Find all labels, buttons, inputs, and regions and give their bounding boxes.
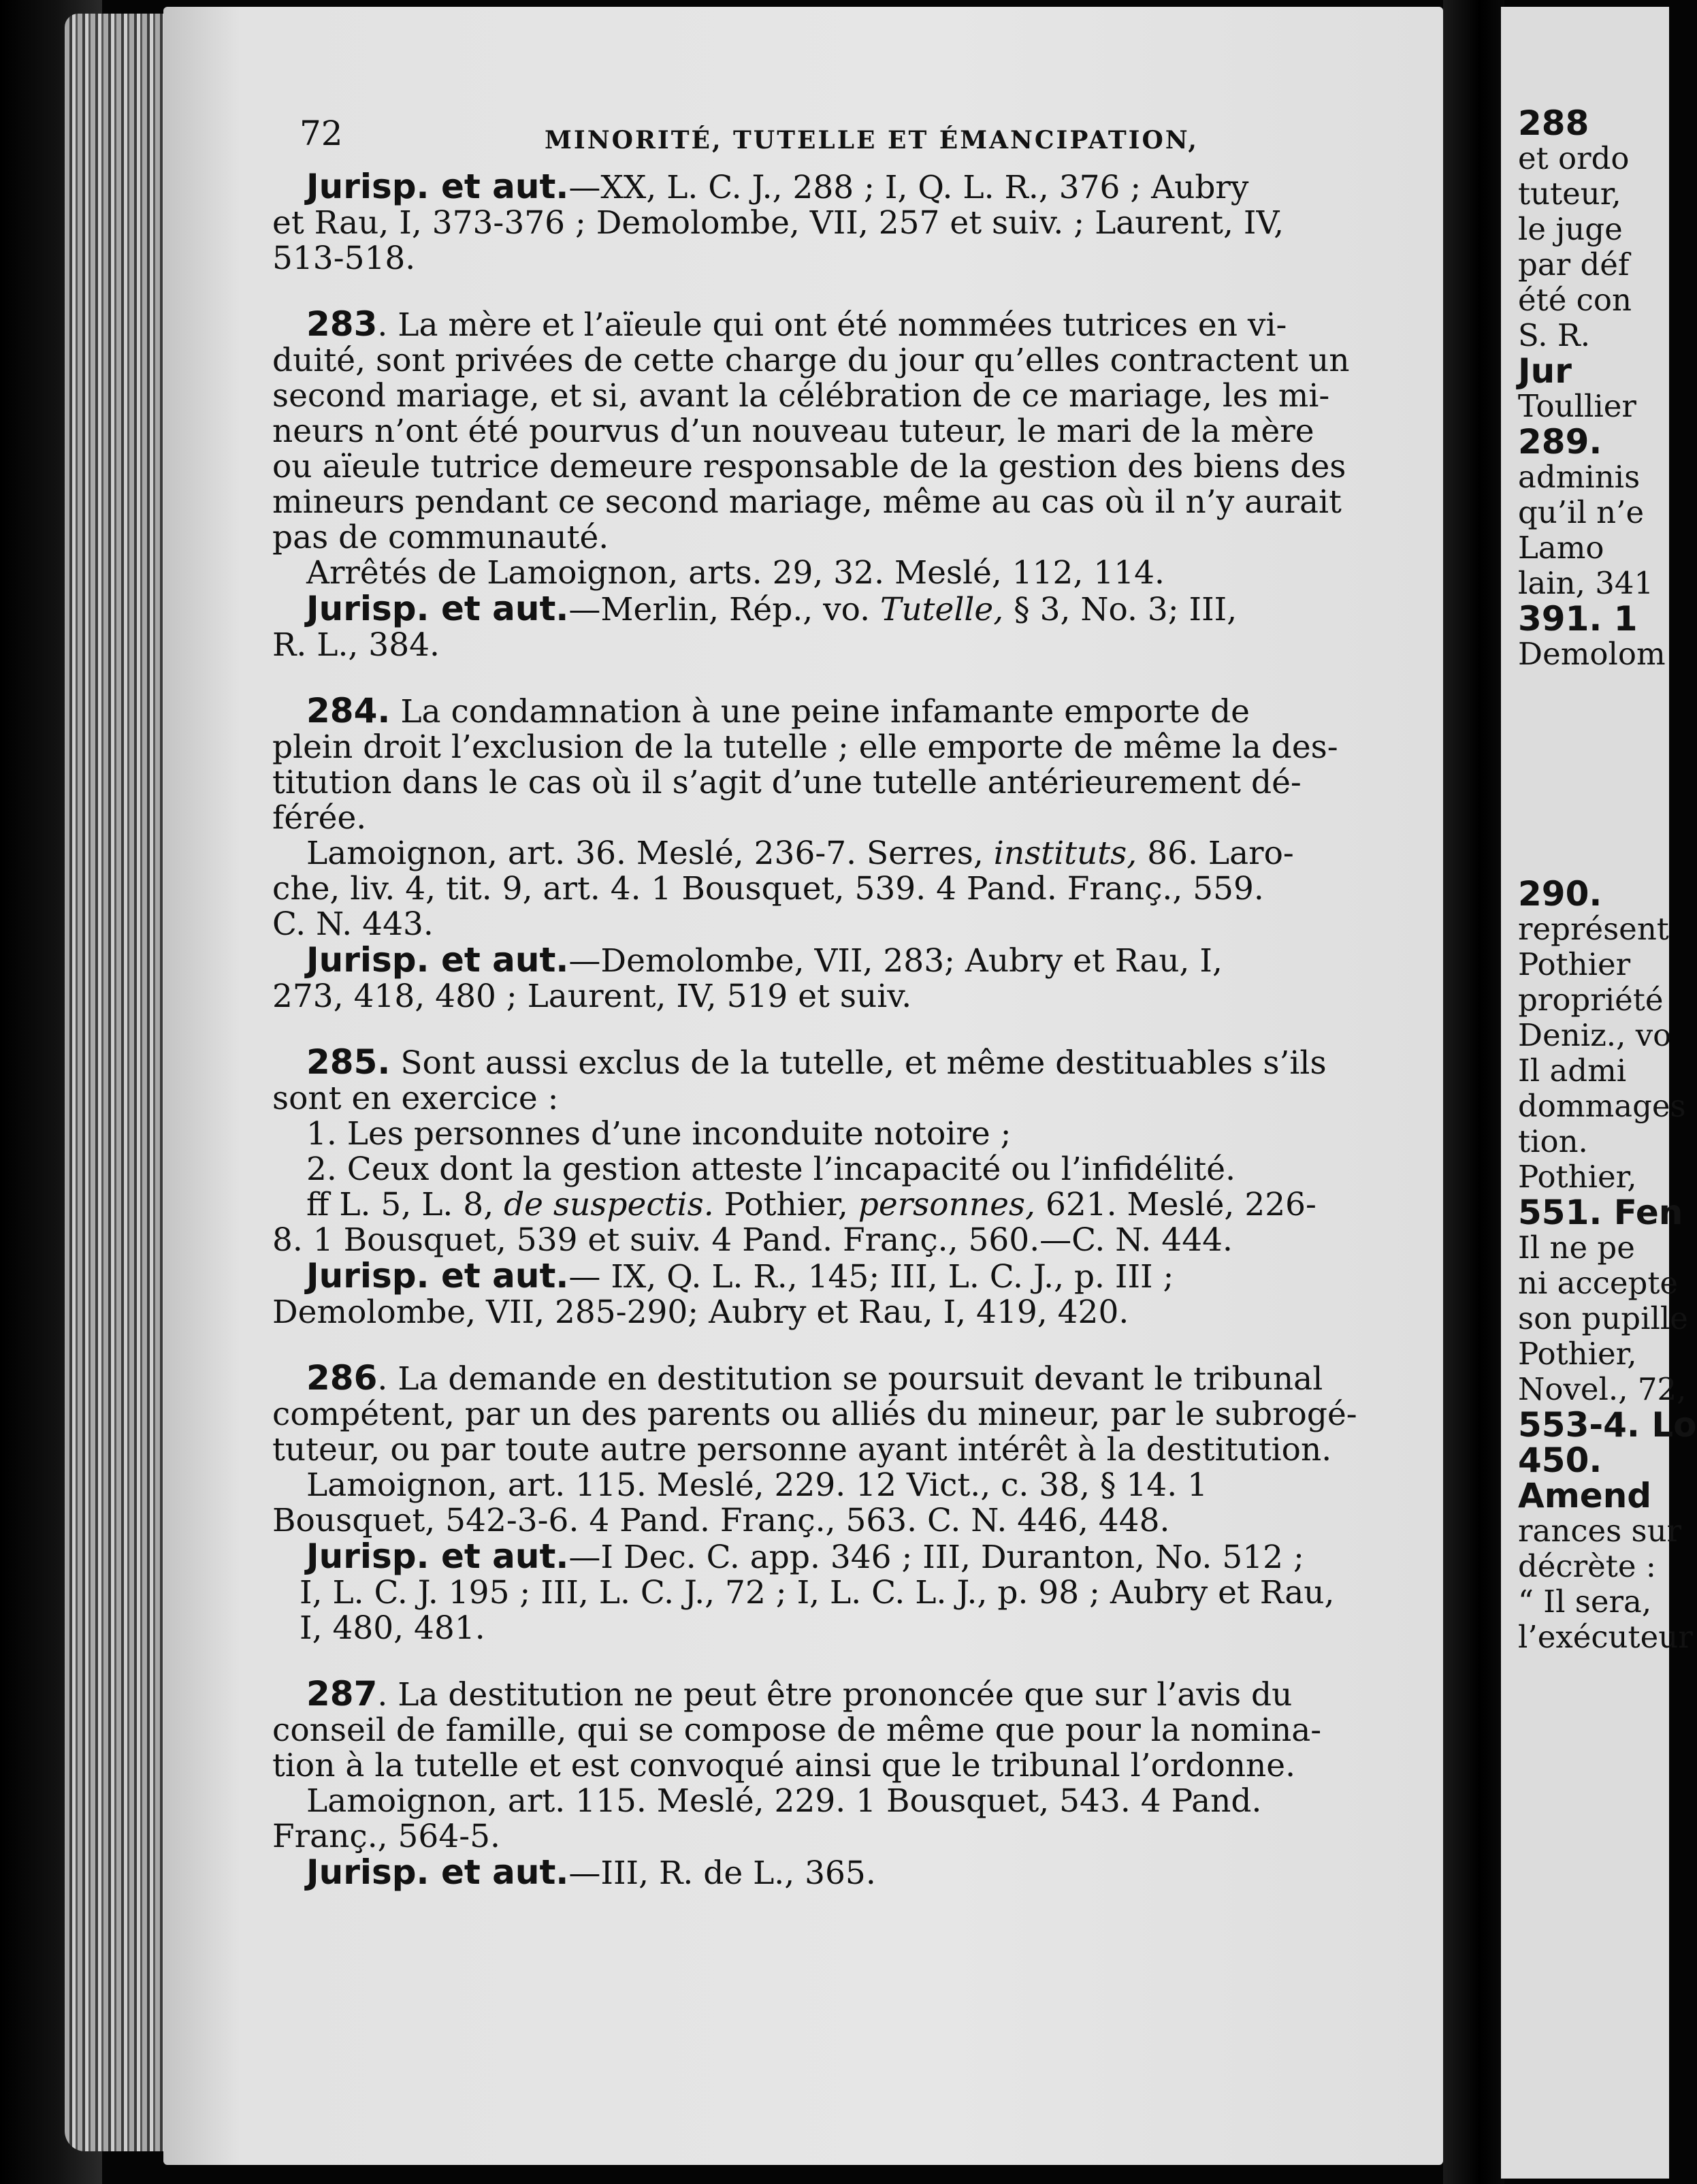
jurisp-label: Jurisp. et aut. [306,167,569,206]
source-line: Arrêtés de Lamoignon, arts. 29, 32. Meslé, 112, 114. [306,554,1165,592]
facing-page [1501,7,1697,2179]
facing-page-line: Demolom [1518,636,1666,672]
text-line: et Rau, I, 373-376 ; Demolombe, VII, 257 et suiv. ; Laurent, IV, [272,204,1284,242]
facing-page-line: 290. [1518,874,1602,914]
facing-page-line: Pothier, [1518,1159,1637,1195]
article-283 [272,306,1375,663]
facing-page-line: Amend [1518,1476,1652,1515]
facing-page-line: rances sur [1518,1513,1682,1549]
page-edges [65,14,174,2151]
facing-page-line: Il ne pe [1518,1230,1635,1266]
text-line: 284. La condamnation à une peine infamante emporte de [306,691,1250,730]
running-title: MINORITÉ, TUTELLE ET ÉMANCIPATION, [545,126,1199,155]
page-content [272,116,1375,1921]
facing-page-line: 551. Fen [1518,1193,1683,1232]
source-line: Bousquet, 542-3-6. 4 Pand. Franç., 563. C. N. 446, 448. [272,1502,1170,1539]
facing-page-line: Toullier [1518,388,1636,424]
article-number: 285. [306,1042,391,1082]
source-line: Lamoignon, art. 36. Meslé, 236-7. Serres, instituts, 86. Laro- [306,835,1294,872]
jurisp-label: Jurisp. et aut. [306,940,569,980]
article-number: 284. [306,691,391,730]
text-line: I, 480, 481. [300,1609,485,1647]
facing-page-line: qu’il n’e [1518,494,1645,530]
text-line: 285. Sont aussi exclus de la tutelle, et même destituables s’ils [306,1042,1327,1082]
facing-page-line: Pothier, [1518,1336,1637,1372]
article-number: 283 [306,304,378,344]
text-line: 287. La destitution ne peut être prononcée que sur l’avis du [306,1674,1293,1714]
list-item: 2. Ceux dont la gestion atteste l’incapacité ou l’infidélité. [306,1151,1236,1188]
article-285 [272,1044,1375,1330]
text-line: compétent, par un des parents ou alliés du mineur, par le subrogé- [272,1396,1357,1433]
article-284 [272,693,1375,1014]
facing-page-line: son pupille [1518,1300,1688,1336]
facing-page-line: “ Il sera, [1518,1584,1652,1620]
book-gutter [1443,0,1504,2184]
text-line: mineurs pendant ce second mariage, même au cas où il n’y aurait [272,483,1342,521]
facing-page-line: propriété [1518,982,1664,1018]
facing-page-line: 289. [1518,422,1602,462]
facing-page-line: 391. 1 [1518,599,1638,639]
text-line: duité, sont privées de cette charge du jour qu’elles contractent un [272,342,1350,379]
jurisp-label: Jurisp. et aut. [306,1537,569,1576]
source-line: C. N. 443. [272,905,434,943]
facing-page-line: l’exécuteur [1518,1619,1693,1655]
text-line: titution dans le cas où il s’agit d’une tutelle antérieurement dé- [272,764,1302,801]
jurisp-label: Jurisp. et aut. [306,1852,569,1892]
text-line: Jurisp. et aut.—XX, L. C. J., 288 ; I, Q. L. R., 376 ; Aubry [306,167,1249,206]
facing-page-line: lain, 341 [1518,565,1654,601]
intro-jurisprudence [272,169,1375,276]
facing-page-line: adminis [1518,459,1641,495]
facing-page-line: été con [1518,282,1632,318]
facing-page-line: Deniz., vo [1518,1017,1672,1053]
text-line: Demolombe, VII, 285-290; Aubry et Rau, I, 419, 420. [272,1294,1129,1331]
text-line: Jurisp. et aut.—Demolombe, VII, 283; Aubry et Rau, I, [306,940,1223,980]
text-line: 283. La mère et l’aïeule qui ont été nommées tutrices en vi- [306,304,1287,344]
source-line: Lamoignon, art. 115. Meslé, 229. 12 Vict., c. 38, § 14. 1 [306,1466,1208,1504]
source-line: 8. 1 Bousquet, 539 et suiv. 4 Pand. Franç., 560.—C. N. 444. [272,1221,1233,1259]
facing-page-line: tion. [1518,1123,1588,1159]
text-line: Jurisp. et aut.— IX, Q. L. R., 145; III, L. C. J., p. III ; [306,1256,1174,1296]
facing-page-line: le juge [1518,211,1623,247]
facing-page-line: ni accepte [1518,1265,1679,1301]
facing-page-line: 288 [1518,103,1589,143]
source-line: ff L. 5, L. 8, de suspectis. Pothier, personnes, 621. Meslé, 226- [306,1186,1316,1223]
text-line: pas de communauté. [272,519,609,556]
text-line: second mariage, et si, avant la célébration de ce mariage, les mi- [272,377,1330,415]
text-line: tion à la tutelle et est convoqué ainsi que le tribunal l’ordonne. [272,1747,1296,1784]
article-287 [272,1676,1375,1891]
text-line: conseil de famille, qui se compose de même que pour la nomina- [272,1712,1322,1749]
facing-page-line: 450. [1518,1441,1602,1480]
text-line: R. L., 384. [272,626,440,664]
source-line: Franç., 564-5. [272,1818,500,1855]
text-line: 513-518. [272,240,416,277]
text-line: I, L. C. J. 195 ; III, L. C. J., 72 ; I, L. C. L. J., p. 98 ; Aubry et Rau, [300,1574,1335,1611]
facing-page-top-text [1501,103,1669,672]
source-line: che, liv. 4, tit. 9, art. 4. 1 Bousquet, 539. 4 Pand. Franç., 559. [272,870,1264,908]
facing-page-line: Jur [1518,351,1572,391]
page-number: 72 [300,114,343,153]
facing-page-line: représent [1518,911,1669,947]
facing-page-line: et ordo [1518,140,1630,176]
text-line: plein droit l’exclusion de la tutelle ; elle emporte de même la des- [272,728,1338,766]
facing-page-line: Lamo [1518,530,1604,566]
text-line: 286. La demande en destitution se poursuit devant le tribunal [306,1358,1323,1398]
article-286 [272,1360,1375,1646]
text-line: tuteur, ou par toute autre personne ayant intérêt à la destitution. [272,1431,1332,1468]
facing-page-line: Il admi [1518,1053,1627,1089]
text-line: ou aïeule tutrice demeure responsable de la gestion des biens des [272,448,1346,485]
facing-page-line: S. R. [1518,317,1591,353]
running-head [272,116,1375,157]
article-number: 286 [306,1358,378,1398]
text-line: Jurisp. et aut.—III, R. de L., 365. [306,1852,876,1892]
source-line: Lamoignon, art. 115. Meslé, 229. 1 Bousquet, 543. 4 Pand. [306,1782,1262,1820]
facing-page-line: dommages [1518,1088,1686,1124]
article-number: 287 [306,1674,378,1714]
facing-page-line: décrète : [1518,1548,1656,1584]
facing-page-line: tuteur, [1518,176,1621,212]
facing-page-line: par déf [1518,246,1630,283]
facing-page-bottom-text [1501,874,1697,1655]
text-line: Jurisp. et aut.—Merlin, Rép., vo. Tutelle, § 3, No. 3; III, [306,589,1238,628]
facing-page-line: 553-4. Lo [1518,1405,1697,1445]
text-line: Jurisp. et aut.—I Dec. C. app. 346 ; III, Duranton, No. 512 ; [306,1537,1304,1576]
facing-page-line: Novel., 72, [1518,1371,1687,1407]
text-line: sont en exercice : [272,1080,559,1117]
jurisp-label: Jurisp. et aut. [306,1256,569,1296]
text-line: férée. [272,799,367,837]
facing-page-line: Pothier [1518,946,1631,982]
jurisp-label: Jurisp. et aut. [306,589,569,628]
text-line: neurs n’ont été pourvus d’un nouveau tuteur, le mari de la mère [272,413,1314,450]
text-line: 273, 418, 480 ; Laurent, IV, 519 et suiv. [272,978,912,1015]
list-item: 1. Les personnes d’une inconduite notoire ; [306,1115,1012,1153]
